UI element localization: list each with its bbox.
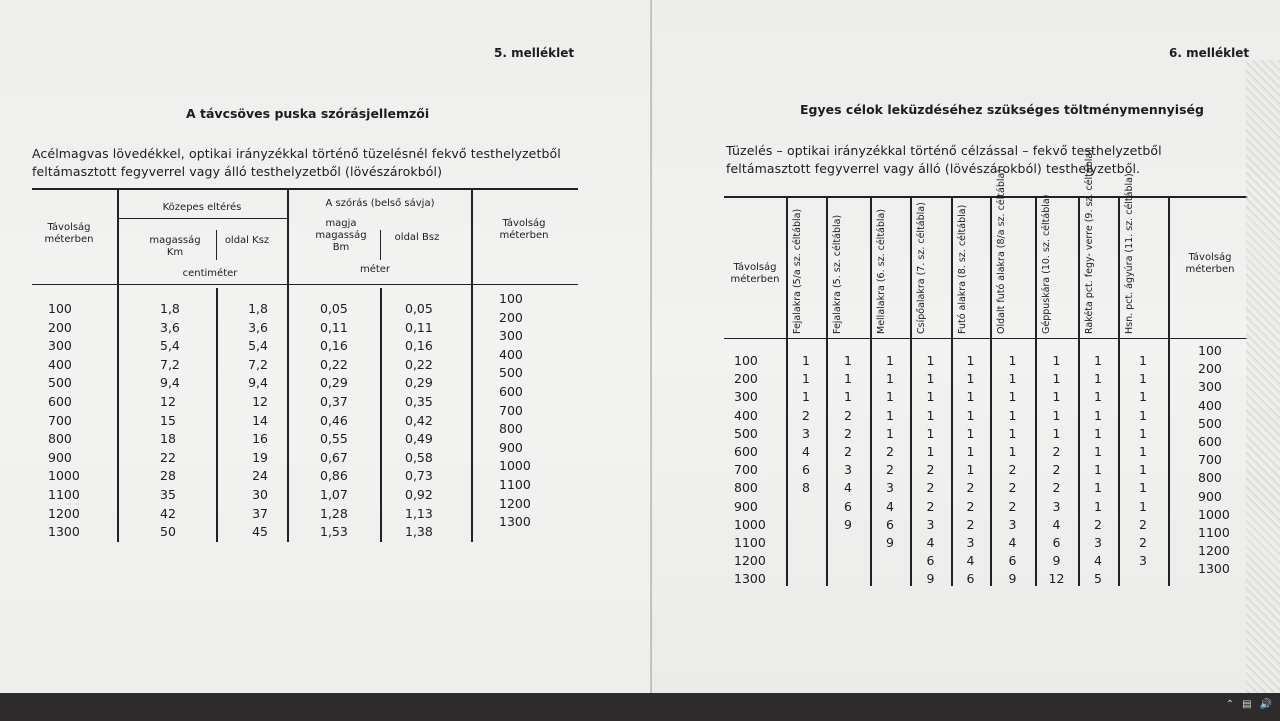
charge-cell: 1 <box>1094 462 1102 478</box>
charge-cell: 1 <box>802 389 810 405</box>
distance-cell: 400 <box>48 356 72 372</box>
km-cell: 18 <box>160 431 176 447</box>
target-header: Mellalakra (6. sz. céltábla) <box>876 208 887 334</box>
header-bottom-rule <box>32 284 578 285</box>
header-distance: Távolság méterben <box>44 222 94 245</box>
col-rule-hdr-4 <box>380 230 381 260</box>
right-distance-cell-2: 300 <box>1198 379 1222 395</box>
distance-cell-2: 1300 <box>499 514 531 530</box>
right-col-rule <box>1035 198 1037 586</box>
right-distance-cell: 300 <box>734 389 758 405</box>
target-header: Csípőalakra (7. sz. céltábla) <box>916 202 927 334</box>
bsz-cell: 0,16 <box>405 338 433 354</box>
ksz-cell: 7,2 <box>248 356 268 372</box>
charge-cell: 1 <box>1139 353 1147 368</box>
charge-cell: 1 <box>1139 425 1147 441</box>
annex-label-6: 6. melléklet <box>1169 46 1250 60</box>
col-rule-4 <box>380 288 382 542</box>
distance-cell: 600 <box>48 393 72 409</box>
target-value-column <box>796 352 816 588</box>
charge-cell: 2 <box>1139 516 1147 532</box>
right-distance-cell-2: 400 <box>1198 397 1222 413</box>
distance-cell: 700 <box>48 412 72 428</box>
right-distance-cell: 1200 <box>734 553 766 569</box>
km-cell: 35 <box>160 486 176 502</box>
charge-cell: 6 <box>886 516 894 532</box>
km-cell: 42 <box>160 505 176 521</box>
right-distance-cell-2: 1200 <box>1198 543 1230 559</box>
charge-cell: 4 <box>886 498 894 514</box>
header-side-bsz: oldal Bsz <box>394 232 440 243</box>
bm-cell: 0,55 <box>320 431 348 447</box>
distance-cell: 1300 <box>48 524 80 540</box>
taskbar <box>0 693 1280 721</box>
right-distance-cell: 1300 <box>734 571 766 587</box>
right-lead-text: Tüzelés – optikai irányzékkal történő célzással – fekvő testhelyzetből feltámasztott fegyverrel vagy álló (lövészárokból) testhelyzetből. <box>726 143 1162 176</box>
col-rule-hdr-2 <box>216 230 217 260</box>
charge-cell: 4 <box>802 443 810 459</box>
right-distance-column-2 <box>1198 342 1230 578</box>
charge-cell: 2 <box>1052 443 1061 459</box>
right-header-distance-2: Távolság méterben <box>1185 252 1235 275</box>
right-header-distance: Távolság méterben <box>730 262 780 285</box>
charge-cell: 9 <box>886 534 894 550</box>
charge-cell <box>880 570 900 588</box>
right-distance-cell: 700 <box>734 462 758 478</box>
charge-cell: 1 <box>926 407 935 423</box>
charge-cell <box>796 498 816 516</box>
chevron-up-icon[interactable]: ⌃ <box>1225 699 1235 710</box>
bm-cell: 0,46 <box>320 412 348 428</box>
target-header: Oldalt futó alakra (8/a sz. céltábla) <box>996 168 1007 334</box>
col-rule-1 <box>117 188 119 542</box>
charge-cell: 2 <box>966 516 975 532</box>
distance-cell: 1100 <box>48 486 80 502</box>
right-distance-cell-2: 800 <box>1198 470 1222 486</box>
charge-cell: 6 <box>926 553 935 569</box>
right-col-rule <box>990 198 992 586</box>
bm-cell: 1,07 <box>320 486 348 502</box>
charge-cell: 12 <box>1048 571 1065 587</box>
charge-cell: 9 <box>926 571 935 587</box>
right-col-rule <box>1118 198 1120 586</box>
charge-cell: 1 <box>1052 353 1061 368</box>
bm-cell: 0,11 <box>320 319 348 335</box>
charge-cell: 2 <box>1008 462 1017 478</box>
network-icon[interactable]: ▤ <box>1242 699 1252 710</box>
charge-cell: 1 <box>844 371 852 387</box>
charge-cell: 5 <box>1094 571 1102 587</box>
right-distance-cell: 1100 <box>734 534 766 550</box>
bsz-cell: 1,13 <box>405 505 433 521</box>
charge-cell <box>796 534 816 552</box>
charge-cell: 9 <box>1008 571 1017 587</box>
distance-cell-2: 200 <box>499 309 523 325</box>
right-distance-cell: 500 <box>734 425 758 441</box>
bsz-cell: 0,92 <box>405 486 433 502</box>
charge-cell: 1 <box>926 353 935 368</box>
charge-cell: 1 <box>886 389 894 405</box>
ksz-cell: 3,6 <box>248 319 268 335</box>
target-header: Hsn. pct. ágyúra (11. sz. céltábla) <box>1124 173 1135 334</box>
charge-cell: 1 <box>1008 443 1017 459</box>
distance-cell-2: 700 <box>499 402 523 418</box>
charge-cell: 9 <box>1052 553 1061 569</box>
col-rule-3 <box>287 188 289 542</box>
charge-cell: 2 <box>1139 534 1147 550</box>
charge-cell: 3 <box>1094 534 1102 550</box>
charge-cell: 1 <box>966 389 975 405</box>
bsz-cell: 0,05 <box>405 301 433 316</box>
distance-cell: 900 <box>48 449 72 465</box>
distance-cell-2: 500 <box>499 365 523 381</box>
charge-cell: 6 <box>966 571 975 587</box>
charge-cell: 4 <box>966 553 975 569</box>
right-distance-cell-2: 600 <box>1198 433 1222 449</box>
charge-cell: 1 <box>966 407 975 423</box>
target-header: Futó alakra (8. sz. céltábla) <box>957 204 968 334</box>
target-header: Fejalakra (5. sz. céltábla) <box>832 214 843 334</box>
bm-cell: 0,16 <box>320 338 348 354</box>
ksz-cell: 24 <box>252 468 268 484</box>
ksz-cell: 5,4 <box>248 338 268 354</box>
bsz-cell: 0,42 <box>405 412 433 428</box>
right-distance-cell: 100 <box>734 353 758 368</box>
right-distance-cell-2: 1100 <box>1198 524 1230 540</box>
charge-cell: 1 <box>886 371 894 387</box>
header-centimeter: centiméter <box>182 268 238 279</box>
charge-cell <box>838 534 858 552</box>
target-header: Géppuskára (10. sz. céltábla) <box>1041 194 1052 334</box>
bm-cell: 0,67 <box>320 449 348 465</box>
charge-cell <box>838 570 858 588</box>
charge-cell: 1 <box>1094 443 1102 459</box>
header-distance-2: Távolság méterben <box>499 218 549 241</box>
distance-cell-2: 600 <box>499 383 523 399</box>
right-distance-cell: 1000 <box>734 516 766 532</box>
charge-cell <box>838 552 858 570</box>
ksz-cell: 30 <box>252 486 268 502</box>
col-rule-5 <box>471 188 473 542</box>
km-cell: 9,4 <box>160 375 180 391</box>
charge-cell: 6 <box>1052 534 1061 550</box>
charge-cell: 2 <box>1008 480 1017 496</box>
km-cell: 22 <box>160 449 176 465</box>
right-distance-cell: 200 <box>734 371 758 387</box>
target-value-column <box>1047 352 1067 588</box>
ksz-cell: 16 <box>252 431 268 447</box>
target-value-column <box>880 352 900 588</box>
bm-cell: 1,53 <box>320 524 348 540</box>
right-col-rule <box>1168 198 1170 586</box>
distance-cell-2: 1100 <box>499 476 531 492</box>
bsz-cell: 1,38 <box>405 524 433 540</box>
distance-cell: 800 <box>48 431 72 447</box>
charge-cell: 3 <box>802 425 810 441</box>
col-rule-2 <box>216 288 218 542</box>
charge-cell: 9 <box>844 516 852 532</box>
charge-cell: 1 <box>1008 353 1017 368</box>
bsz-column <box>405 300 433 542</box>
charge-cell: 2 <box>844 443 852 459</box>
charge-cell: 2 <box>1052 462 1061 478</box>
charge-cell <box>880 552 900 570</box>
header-height-bm: magja magasság Bm <box>315 218 367 253</box>
target-header: Fejalakra (5/a sz. céltábla) <box>792 208 803 334</box>
header-meter: méter <box>359 264 391 275</box>
right-distance-cell: 600 <box>734 443 758 459</box>
volume-icon[interactable]: 🔊 <box>1259 699 1272 710</box>
charge-cell: 6 <box>802 462 810 478</box>
distance-cell-2: 800 <box>499 421 523 437</box>
distance-cell-2: 900 <box>499 439 523 455</box>
scan-noise <box>1246 60 1280 693</box>
charge-cell: 1 <box>926 443 935 459</box>
distance-column <box>48 300 80 542</box>
km-cell: 7,2 <box>160 356 180 372</box>
right-distance-cell-2: 200 <box>1198 361 1222 377</box>
charge-cell: 1 <box>1139 498 1147 514</box>
left-page <box>0 0 652 693</box>
target-value-column <box>1133 352 1153 588</box>
distance-cell-2: 400 <box>499 346 523 362</box>
right-distance-cell: 400 <box>734 407 758 423</box>
charge-cell <box>796 516 816 534</box>
ksz-cell: 12 <box>252 393 268 409</box>
charge-cell: 1 <box>802 353 810 368</box>
right-distance-cell-2: 900 <box>1198 488 1222 504</box>
annex-label-5: 5. melléklet <box>494 46 575 60</box>
right-col-rule <box>951 198 953 586</box>
charge-cell: 1 <box>1139 389 1147 405</box>
charge-cell: 2 <box>844 407 852 423</box>
right-distance-column <box>734 352 766 588</box>
charge-cell: 1 <box>1052 389 1061 405</box>
bsz-cell: 0,35 <box>405 393 433 409</box>
right-distance-cell-2: 100 <box>1198 343 1222 358</box>
charge-cell: 1 <box>886 425 894 441</box>
charge-cell: 1 <box>1139 371 1147 387</box>
charge-cell: 1 <box>844 353 852 368</box>
distance-cell: 100 <box>48 301 72 316</box>
charge-cell: 1 <box>1139 443 1147 459</box>
charge-cell: 3 <box>966 534 975 550</box>
right-distance-cell-2: 1000 <box>1198 506 1230 522</box>
charge-cell: 2 <box>886 462 894 478</box>
charge-cell: 4 <box>1094 553 1102 569</box>
distance-cell: 500 <box>48 375 72 391</box>
charge-cell: 1 <box>966 462 975 478</box>
charge-cell: 1 <box>886 353 894 368</box>
charge-cell: 4 <box>926 534 935 550</box>
ksz-cell: 9,4 <box>248 375 268 391</box>
km-cell: 28 <box>160 468 176 484</box>
table-top-rule <box>32 188 578 190</box>
distance-cell: 1000 <box>48 468 80 484</box>
charge-cell: 1 <box>1139 407 1147 423</box>
ksz-cell: 37 <box>252 505 268 521</box>
charge-cell: 3 <box>1008 516 1017 532</box>
charge-cell: 1 <box>966 353 975 368</box>
right-distance-cell: 800 <box>734 480 758 496</box>
charge-cell: 1 <box>844 389 852 405</box>
charge-cell: 1 <box>1008 407 1017 423</box>
charge-cell: 4 <box>1008 534 1017 550</box>
charge-cell: 1 <box>1094 480 1102 496</box>
bm-cell: 0,05 <box>320 301 348 316</box>
charge-cell: 1 <box>1094 371 1102 387</box>
charge-cell: 1 <box>1008 425 1017 441</box>
subheader-rule <box>117 218 287 219</box>
right-col-rule <box>910 198 912 586</box>
bm-cell: 0,22 <box>320 356 348 372</box>
bm-cell: 0,86 <box>320 468 348 484</box>
charge-cell: 1 <box>1008 371 1017 387</box>
charge-cell: 1 <box>926 425 935 441</box>
charge-cell: 1 <box>926 389 935 405</box>
charge-cell: 1 <box>886 407 894 423</box>
bsz-cell: 0,29 <box>405 375 433 391</box>
bm-cell: 1,28 <box>320 505 348 521</box>
charge-cell: 1 <box>926 371 935 387</box>
bsz-cell: 0,22 <box>405 356 433 372</box>
distance-column-2 <box>499 290 531 532</box>
right-col-rule <box>1078 198 1080 586</box>
charge-cell: 2 <box>844 425 852 441</box>
charge-cell: 1 <box>966 371 975 387</box>
bsz-cell: 0,73 <box>405 468 433 484</box>
charge-cell <box>796 570 816 588</box>
km-cell: 12 <box>160 393 176 409</box>
right-distance-cell-2: 700 <box>1198 452 1222 468</box>
charge-cell <box>796 552 816 570</box>
bsz-cell: 0,49 <box>405 431 433 447</box>
distance-cell-2: 1200 <box>499 495 531 511</box>
charge-cell: 2 <box>1052 480 1061 496</box>
right-col-rule <box>786 198 788 586</box>
charge-cell: 2 <box>926 480 935 496</box>
header-side-ksz: oldal Ksz <box>224 235 270 246</box>
charge-cell: 2 <box>1094 516 1102 532</box>
charge-cell: 3 <box>844 462 852 478</box>
bm-column <box>320 300 348 542</box>
distance-cell: 300 <box>48 338 72 354</box>
charge-cell: 1 <box>1094 389 1102 405</box>
right-distance-cell-2: 1300 <box>1198 561 1230 577</box>
km-cell: 5,4 <box>160 338 180 354</box>
charge-cell: 2 <box>1008 498 1017 514</box>
right-distance-cell: 900 <box>734 498 758 514</box>
charge-cell: 2 <box>926 498 935 514</box>
charge-cell: 2 <box>966 480 975 496</box>
ksz-cell: 19 <box>252 449 268 465</box>
distance-cell: 1200 <box>48 505 80 521</box>
system-tray <box>1226 699 1272 710</box>
charge-cell: 1 <box>1094 407 1102 423</box>
charge-cell: 8 <box>802 480 810 496</box>
charge-cell: 1 <box>1094 498 1102 514</box>
distance-cell-2: 1000 <box>499 458 531 474</box>
charge-cell: 1 <box>1008 389 1017 405</box>
left-title: A távcsöves puska szórásjellemzői <box>186 106 430 121</box>
charge-cell <box>1133 570 1153 588</box>
right-title: Egyes célok leküzdéséhez szükséges töltménymennyiség <box>800 102 1204 117</box>
right-col-rule <box>826 198 828 586</box>
target-value-column <box>961 352 981 588</box>
bsz-cell: 0,58 <box>405 449 433 465</box>
right-distance-cell-2: 500 <box>1198 415 1222 431</box>
header-mean-deviation: Közepes eltérés <box>162 202 242 213</box>
charge-cell: 6 <box>1008 553 1017 569</box>
charge-cell: 3 <box>886 480 894 496</box>
right-col-rule <box>870 198 872 586</box>
charge-cell: 3 <box>1052 498 1061 514</box>
charge-cell: 2 <box>926 462 935 478</box>
target-value-column <box>1088 352 1108 588</box>
charge-cell: 3 <box>1139 553 1147 569</box>
header-spread: A szórás (belső sávja) <box>325 198 435 209</box>
charge-cell: 1 <box>1052 371 1061 387</box>
charge-cell: 1 <box>1052 425 1061 441</box>
charge-cell: 1 <box>1094 353 1102 368</box>
ksz-cell: 45 <box>252 524 268 540</box>
charge-cell: 1 <box>966 425 975 441</box>
km-cell: 50 <box>160 524 176 540</box>
charge-cell: 4 <box>1052 516 1061 532</box>
km-column <box>160 300 180 542</box>
target-header: Rakéta pct. fegy- verre (9. sz. céltábla) <box>1084 149 1095 334</box>
km-cell: 3,6 <box>160 319 180 335</box>
charge-cell: 4 <box>844 480 852 496</box>
km-cell: 15 <box>160 412 176 428</box>
charge-cell: 2 <box>802 407 810 423</box>
bsz-cell: 0,11 <box>405 319 433 335</box>
target-value-column <box>838 352 858 588</box>
charge-cell: 1 <box>1139 462 1147 478</box>
distance-cell-2: 100 <box>499 291 523 306</box>
charge-cell: 1 <box>802 371 810 387</box>
bm-cell: 0,29 <box>320 375 348 391</box>
bm-cell: 0,37 <box>320 393 348 409</box>
ksz-column <box>238 300 268 542</box>
km-cell: 1,8 <box>160 301 180 316</box>
target-value-column <box>1003 352 1023 588</box>
target-value-column <box>921 352 941 588</box>
charge-cell: 1 <box>966 443 975 459</box>
charge-cell: 3 <box>926 516 935 532</box>
charge-cell: 1 <box>1139 480 1147 496</box>
distance-cell-2: 300 <box>499 328 523 344</box>
charge-cell: 1 <box>1094 425 1102 441</box>
ksz-cell: 14 <box>252 412 268 428</box>
distance-cell: 200 <box>48 319 72 335</box>
ksz-cell: 1,8 <box>248 301 268 316</box>
charge-cell: 2 <box>886 443 894 459</box>
charge-cell: 1 <box>1052 407 1061 423</box>
right-page <box>652 0 1280 693</box>
header-height-km: magasság Km <box>149 235 201 258</box>
charge-cell: 6 <box>844 498 852 514</box>
charge-cell: 2 <box>966 498 975 514</box>
left-lead-text: Acélmagvas lövedékkel, optikai irányzékkal történő tüzelésnél fekvő testhelyzetből feltámasztott fegyverrel vagy álló testhelyzetből (lövészárokból) <box>32 146 561 179</box>
